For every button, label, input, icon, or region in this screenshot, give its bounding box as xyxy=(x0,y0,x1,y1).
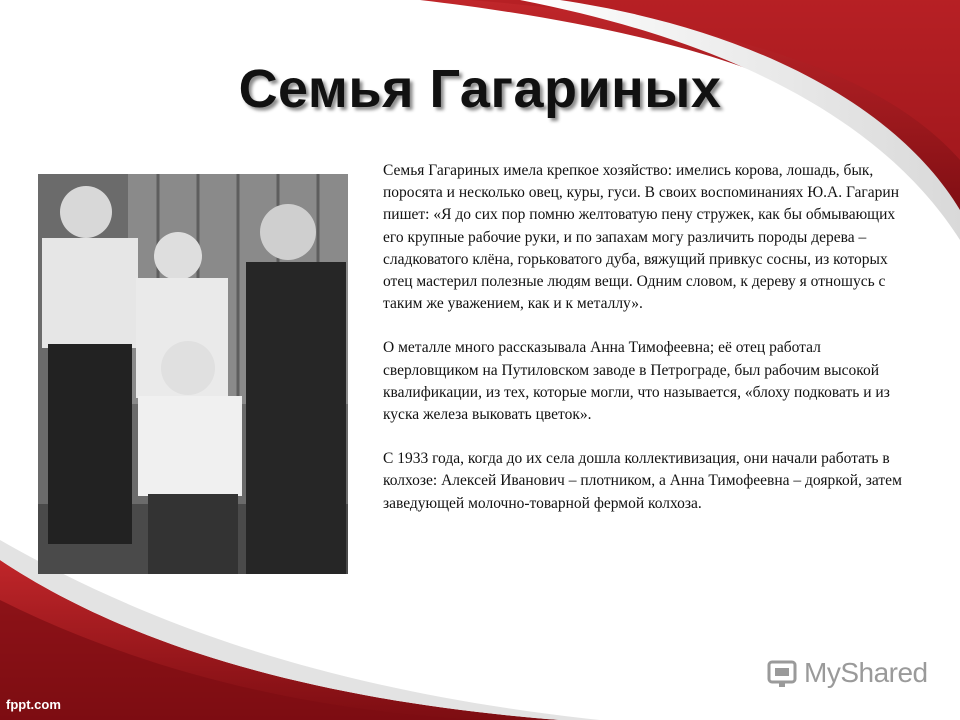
paragraph-3: С 1933 года, когда до их села дошла коллективизация, они начали работать в колхозе: Алексей Иванович – плотником, а Анна Тимофеевна – дояркой, затем заведующей молочно-товарной фермой колхоза. xyxy=(383,450,902,512)
paragraph-2: О металле много рассказывала Анна Тимофеевна; её отец работал сверловщиком на Путиловском заводе в Петрограде, был рабочим высокой квалификации, из тех, которые могли, что называется, «блоху подковать и из куска железа выковать цветок». xyxy=(383,339,890,424)
body-text xyxy=(383,160,913,537)
family-photo xyxy=(38,174,348,574)
myshared-logo[interactable] xyxy=(766,654,928,692)
myshared-logo-text: MyShared xyxy=(804,657,928,688)
paragraph-1: Семья Гагариных имела крепкое хозяйство: имелись корова, лошадь, бык, поросята и несколько овец, куры, гуси. В своих воспоминаниях Ю.А. Гагарин пишет: «Я до сих пор помню желтоватую пену стружек, как бы обмывающих его крупные рабочие руки, и по запахам могу различить породы дерева – сладковатого клёна, горьковатого дуба, вяжущий привкус сосны, из которых отец мастерил полезные людям вещи. Одним словом, к дереву я отношусь с таким же уважением, как и к металлу». xyxy=(383,162,899,313)
myshared-logo-icon xyxy=(766,656,800,690)
slide-title: Семья Гагариных xyxy=(238,59,722,119)
footer-site-link[interactable]: fppt.com xyxy=(6,697,61,712)
